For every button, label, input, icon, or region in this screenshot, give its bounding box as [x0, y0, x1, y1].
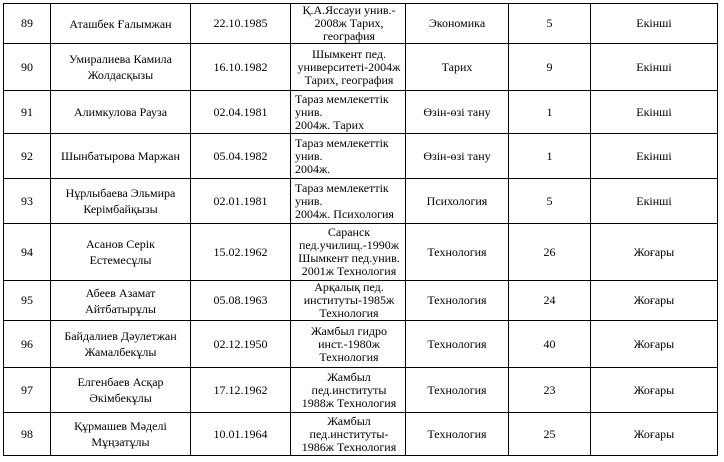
education: [291, 368, 406, 413]
education-line: Тараз мемлекеттік: [295, 135, 389, 150]
table-row: [4, 368, 718, 413]
education-line: 1986ж Технология: [301, 439, 397, 454]
education-line: 2001ж Технология: [301, 264, 397, 278]
birth-date: 02.01.1981: [191, 179, 291, 224]
teacher-name: [51, 224, 191, 281]
experience-years: 9: [509, 44, 591, 91]
category: Екінші: [591, 91, 718, 134]
table-row: [4, 44, 718, 91]
teacher-name: [51, 281, 191, 321]
category: Жоғары: [591, 281, 718, 321]
education-line: Қ.А.Яссауи унив.-: [302, 3, 396, 17]
teacher-name-line: Әкімбекұлы: [89, 391, 152, 405]
teacher-name: [51, 179, 191, 224]
birth-date: 15.02.1962: [191, 224, 291, 281]
subject: Психология: [406, 179, 509, 224]
subject: Технология: [406, 224, 509, 281]
education: [291, 134, 406, 179]
teacher-name-line: Абеев Азамат: [85, 285, 156, 300]
education: [291, 91, 406, 134]
teacher-name-line: Айтбатырұлы: [85, 301, 156, 316]
birth-date: 16.10.1982: [191, 44, 291, 91]
row-number: 89: [4, 4, 51, 44]
subject: Технология: [406, 413, 509, 456]
education-line: Технология: [319, 306, 379, 320]
education: [291, 413, 406, 456]
row-number: 94: [4, 224, 51, 281]
teacher-name-line: Аташбек Ғалымжан: [69, 16, 172, 31]
education-line: география: [322, 29, 376, 43]
teacher-name: [51, 134, 191, 179]
category: Екінші: [591, 44, 718, 91]
education-line: 1988ж Технология: [301, 395, 397, 410]
birth-date: 05.08.1963: [191, 281, 291, 321]
staff-table-body: [4, 4, 718, 456]
teacher-name-line: Байдалиев Дәулетжан: [64, 329, 177, 343]
teacher-name-line: Жамалбекұлы: [84, 345, 157, 359]
teacher-name: [51, 4, 191, 44]
row-number: 91: [4, 91, 51, 134]
teacher-name-line: Алимкулова Рауза: [73, 105, 168, 119]
category: Жоғары: [591, 224, 718, 281]
teacher-name-line: Керімбайқызы: [83, 202, 158, 216]
subject: Тарих: [406, 44, 509, 91]
birth-date: 17.12.1962: [191, 368, 291, 413]
education-line: Шымкент пед.: [312, 46, 386, 61]
education-line: университеті-2004ж: [297, 59, 401, 74]
education: [291, 281, 406, 321]
birth-date: 22.10.1985: [191, 4, 291, 44]
education: [291, 44, 406, 91]
education-line: пед.институты-: [309, 426, 389, 441]
table-row: [4, 321, 718, 368]
education-line: институты-1985ж: [303, 293, 395, 307]
teacher-name-line: Құрмашев Мәделі: [74, 419, 167, 433]
table-row: [4, 91, 718, 134]
row-number: 93: [4, 179, 51, 224]
education-line: пед.училищ.-1990ж: [298, 238, 400, 252]
teacher-name: [51, 368, 191, 413]
teacher-name: [51, 321, 191, 368]
row-number: 97: [4, 368, 51, 413]
education-line: Жамбыл: [327, 369, 371, 384]
category: Екінші: [591, 134, 718, 179]
table-row: [4, 4, 718, 44]
subject: Технология: [406, 281, 509, 321]
staff-table: [3, 3, 718, 456]
teacher-name-line: Жолдасқызы: [87, 68, 154, 82]
education-line: унив.: [295, 193, 323, 208]
education-line: Жамбыл: [327, 413, 371, 428]
row-number: 98: [4, 413, 51, 456]
table-row: [4, 179, 718, 224]
category: Жоғары: [591, 413, 718, 456]
subject: Өзін-өзі тану: [406, 91, 509, 134]
experience-years: 26: [509, 224, 591, 281]
teacher-name-line: Нұрлыбаева Эльмира: [65, 186, 176, 200]
education-line: 2008ж Тарих,: [314, 16, 384, 30]
experience-years: 24: [509, 281, 591, 321]
table-row: [4, 281, 718, 321]
experience-years: 23: [509, 368, 591, 413]
experience-years: 1: [509, 134, 591, 179]
education-line: инст.-1980ж: [318, 336, 380, 351]
category: Жоғары: [591, 321, 718, 368]
teacher-name-line: Естемесұлы: [89, 253, 152, 267]
teacher-name-line: Мұңзатұлы: [91, 435, 150, 449]
education-line: унив.: [295, 104, 323, 119]
education: [291, 224, 406, 281]
table-row: [4, 134, 718, 179]
category: Жоғары: [591, 368, 718, 413]
education-line: Тарих, география: [304, 72, 394, 87]
birth-date: 02.12.1950: [191, 321, 291, 368]
birth-date: 05.04.1982: [191, 134, 291, 179]
education-line: унив.: [295, 148, 323, 163]
education-line: 2004ж. Тарих: [295, 117, 365, 132]
experience-years: 25: [509, 413, 591, 456]
education-line: Арқалық пед.: [314, 280, 384, 294]
subject: Экономика: [406, 4, 509, 44]
education-line: Шымкент пед.унив.: [298, 251, 400, 265]
table-row: [4, 224, 718, 281]
birth-date: 02.04.1981: [191, 91, 291, 134]
teacher-name: [51, 413, 191, 456]
teacher-name: [51, 91, 191, 134]
subject: Технология: [406, 368, 509, 413]
education-line: Жамбыл гидро: [311, 323, 387, 338]
row-number: 92: [4, 134, 51, 179]
experience-years: 40: [509, 321, 591, 368]
row-number: 90: [4, 44, 51, 91]
row-number: 96: [4, 321, 51, 368]
birth-date: 10.01.1964: [191, 413, 291, 456]
experience-years: 5: [509, 179, 591, 224]
subject: Өзін-өзі тану: [406, 134, 509, 179]
education-line: Тараз мемлекеттік: [295, 180, 389, 195]
education: [291, 4, 406, 44]
education-line: пед.институты: [311, 382, 387, 397]
category: Екінші: [591, 179, 718, 224]
row-number: 95: [4, 281, 51, 321]
education: [291, 321, 406, 368]
education-line: 2004ж. Психология: [295, 206, 394, 221]
teacher-name-line: Елгенбаев Асқар: [77, 375, 164, 389]
category: Екінші: [591, 4, 718, 44]
teacher-name-line: Асанов Серік: [86, 237, 155, 251]
teacher-name: [51, 44, 191, 91]
teacher-name-line: Умиралиева Камила: [69, 52, 172, 66]
education-line: Тараз мемлекеттік: [295, 91, 389, 106]
education-line: Технология: [319, 349, 379, 364]
experience-years: 1: [509, 91, 591, 134]
education-line: Саранск: [327, 225, 371, 239]
subject: Технология: [406, 321, 509, 368]
experience-years: 5: [509, 4, 591, 44]
teacher-name-line: Шынбатырова Маржан: [61, 149, 180, 163]
table-row: [4, 413, 718, 456]
education-line: 2004ж.: [295, 161, 331, 176]
education: [291, 179, 406, 224]
